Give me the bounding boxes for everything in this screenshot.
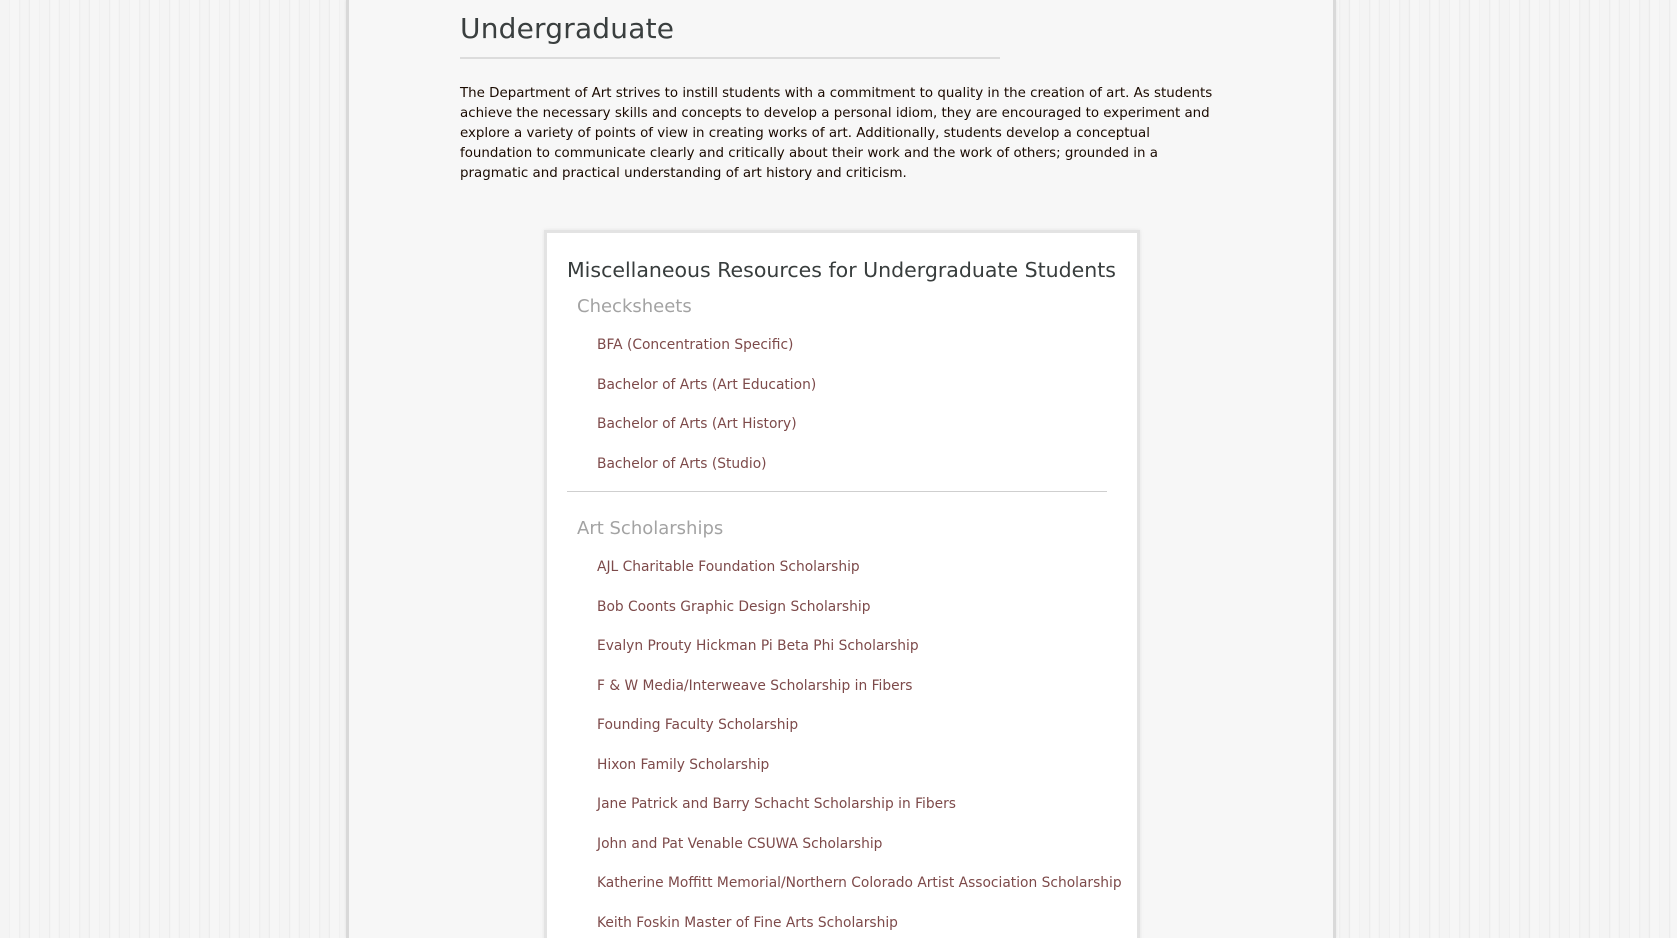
list-item [597,596,1122,636]
scholarship-link-hixon-family[interactable]: Hixon Family Scholarship [597,756,770,773]
resources-panel [544,230,1140,938]
list-item [597,453,816,493]
scholarship-link-evalyn-prouty[interactable]: Evalyn Prouty Hickman Pi Beta Phi Scholarship [597,638,919,654]
scholarship-link-bob-coonts[interactable]: Bob Coonts Graphic Design Scholarship [597,598,871,615]
list-item [597,793,1122,833]
checksheet-link-ba-art-education[interactable]: Bachelor of Arts (Art Education) [597,376,817,393]
scholarships-list [597,556,1122,938]
page-title: Undergraduate [460,12,675,45]
section-divider [567,491,1107,492]
list-item [597,754,1122,794]
scholarship-link-founding-faculty[interactable]: Founding Faculty Scholarship [597,717,799,733]
checksheets-heading: Checksheets [577,296,692,317]
resources-title: Miscellaneous Resources for Undergraduate Students [567,258,1116,282]
page-content [346,0,1336,938]
title-divider [460,57,1000,59]
scholarship-link-ajl[interactable]: AJL Charitable Foundation Scholarship [597,559,860,575]
list-item [597,334,816,374]
list-item [597,872,1122,912]
list-item [597,714,1122,754]
list-item [597,833,1122,873]
list-item [597,635,1122,675]
scholarship-link-fw-media[interactable]: F & W Media/Interweave Scholarship in Fibers [597,677,913,694]
list-item [597,413,816,453]
checksheets-list [597,334,816,492]
checksheet-link-ba-art-history[interactable]: Bachelor of Arts (Art History) [597,416,797,432]
scholarship-link-john-pat-venable[interactable]: John and Pat Venable CSUWA Scholarship [597,835,883,852]
scholarship-link-keith-foskin[interactable]: Keith Foskin Master of Fine Arts Scholarship [597,914,898,931]
scholarship-link-katherine-moffitt[interactable]: Katherine Moffitt Memorial/Northern Colorado Artist Association Scholarship [597,875,1122,891]
scholarships-heading: Art Scholarships [577,518,724,539]
list-item [597,912,1122,938]
checksheet-link-ba-studio[interactable]: Bachelor of Arts (Studio) [597,455,767,472]
list-item [597,556,1122,596]
list-item [597,374,816,414]
scholarship-link-jane-patrick[interactable]: Jane Patrick and Barry Schacht Scholarship in Fibers [597,796,956,812]
intro-paragraph: The Department of Art strives to instill students with a commitment to quality in the creation of art. As students achieve the necessary skills and concepts to develop a personal idiom, they are encouraged to experiment and explore a variety of points of view in creating works of art. Additionally, students develop a conceptual foundation to communicate clearly and critically about their work and the work of others; grounded in a pragmatic and practical understanding of art history and criticism. [460,86,1213,181]
list-item [597,675,1122,715]
checksheet-link-bfa[interactable]: BFA (Concentration Specific) [597,337,794,353]
